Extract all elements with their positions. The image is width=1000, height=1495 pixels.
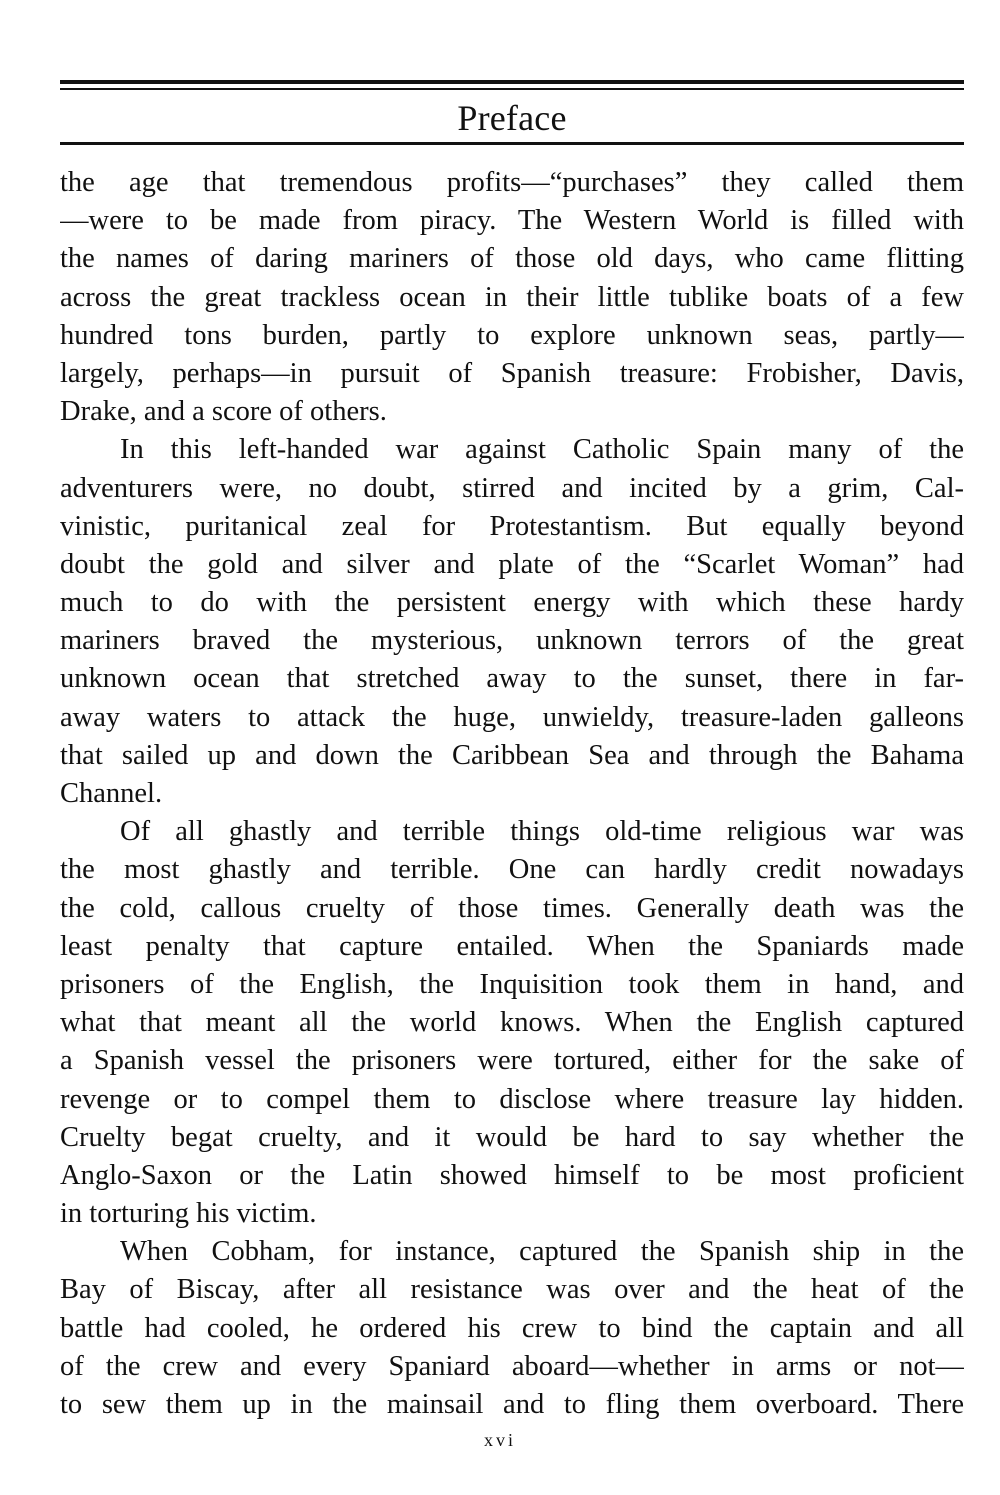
body-text <box>60 164 964 1424</box>
text-line: prisoners of the English, the Inquisition took them in hand, and <box>60 968 964 1000</box>
text-line: of the crew and every Spaniard aboard—whether in arms or not— <box>60 1350 964 1382</box>
text-line: across the great trackless ocean in their little tublike boats of a few <box>60 281 964 313</box>
text-line: unknown ocean that stretched away to the sunset, there in far- <box>60 663 964 695</box>
text-line: the cold, callous cruelty of those times. Generally death was the <box>60 892 964 924</box>
header-rule-thick <box>60 80 964 84</box>
text-line: a Spanish vessel the prisoners were tortured, either for the sake of <box>60 1045 964 1077</box>
text-line: in torturing his victim. <box>60 1198 317 1230</box>
text-line: away waters to attack the huge, unwieldy, treasure-laden galleons <box>60 701 964 733</box>
text-line: adventurers were, no doubt, stirred and incited by a grim, Cal- <box>60 472 964 504</box>
text-line: —were to be made from piracy. The Western World is filled with <box>60 205 964 237</box>
text-line: Of all ghastly and terrible things old-time religious war was <box>120 816 964 848</box>
text-line: doubt the gold and silver and plate of the “Scarlet Woman” had <box>60 548 964 580</box>
text-line: least penalty that capture entailed. When the Spaniards made <box>60 930 964 962</box>
paragraph <box>60 1233 964 1424</box>
text-line: Cruelty begat cruelty, and it would be hard to say whether the <box>60 1121 964 1153</box>
text-line: that sailed up and down the Caribbean Sea and through the Bahama <box>60 739 964 771</box>
text-line: the most ghastly and terrible. One can hardly credit nowadays <box>60 854 964 886</box>
text-line: Channel. <box>60 778 163 809</box>
text-line: the names of daring mariners of those old days, who came flitting <box>60 243 964 275</box>
text-line: battle had cooled, he ordered his crew to bind the captain and all <box>60 1312 964 1344</box>
text-line: Anglo-Saxon or the Latin showed himself to be most proficient <box>60 1159 964 1191</box>
text-line: In this left-handed war against Catholic Spain many of the <box>120 434 964 466</box>
paragraph <box>60 164 964 431</box>
text-line: Drake, and a score of others. <box>60 396 387 428</box>
running-title: Preface <box>457 98 567 138</box>
header-rule-thin <box>60 88 964 90</box>
paragraph <box>60 431 964 813</box>
text-line: revenge or to compel them to disclose where treasure lay hidden. <box>60 1083 964 1115</box>
header-underline-rule <box>60 142 964 145</box>
text-line: to sew them up in the mainsail and to fling them overboard. There <box>60 1389 964 1420</box>
text-line: When Cobham, for instance, captured the Spanish ship in the <box>120 1236 964 1268</box>
text-line: vinistic, puritanical zeal for Protestantism. But equally beyond <box>60 510 964 542</box>
paragraph <box>60 813 964 1233</box>
text-line: largely, perhaps—in pursuit of Spanish treasure: Frobisher, Davis, <box>60 357 964 389</box>
text-line: the age that tremendous profits—“purchases” they called them <box>60 167 964 198</box>
text-line: much to do with the persistent energy with which these hardy <box>60 587 964 619</box>
text-line: what that meant all the world knows. When the English captured <box>60 1007 964 1039</box>
page-number: xvi <box>483 1430 516 1450</box>
text-line: mariners braved the mysterious, unknown terrors of the great <box>60 625 964 657</box>
text-line: hundred tons burden, partly to explore unknown seas, partly— <box>60 319 964 351</box>
text-line: Bay of Biscay, after all resistance was over and the heat of the <box>60 1274 964 1306</box>
